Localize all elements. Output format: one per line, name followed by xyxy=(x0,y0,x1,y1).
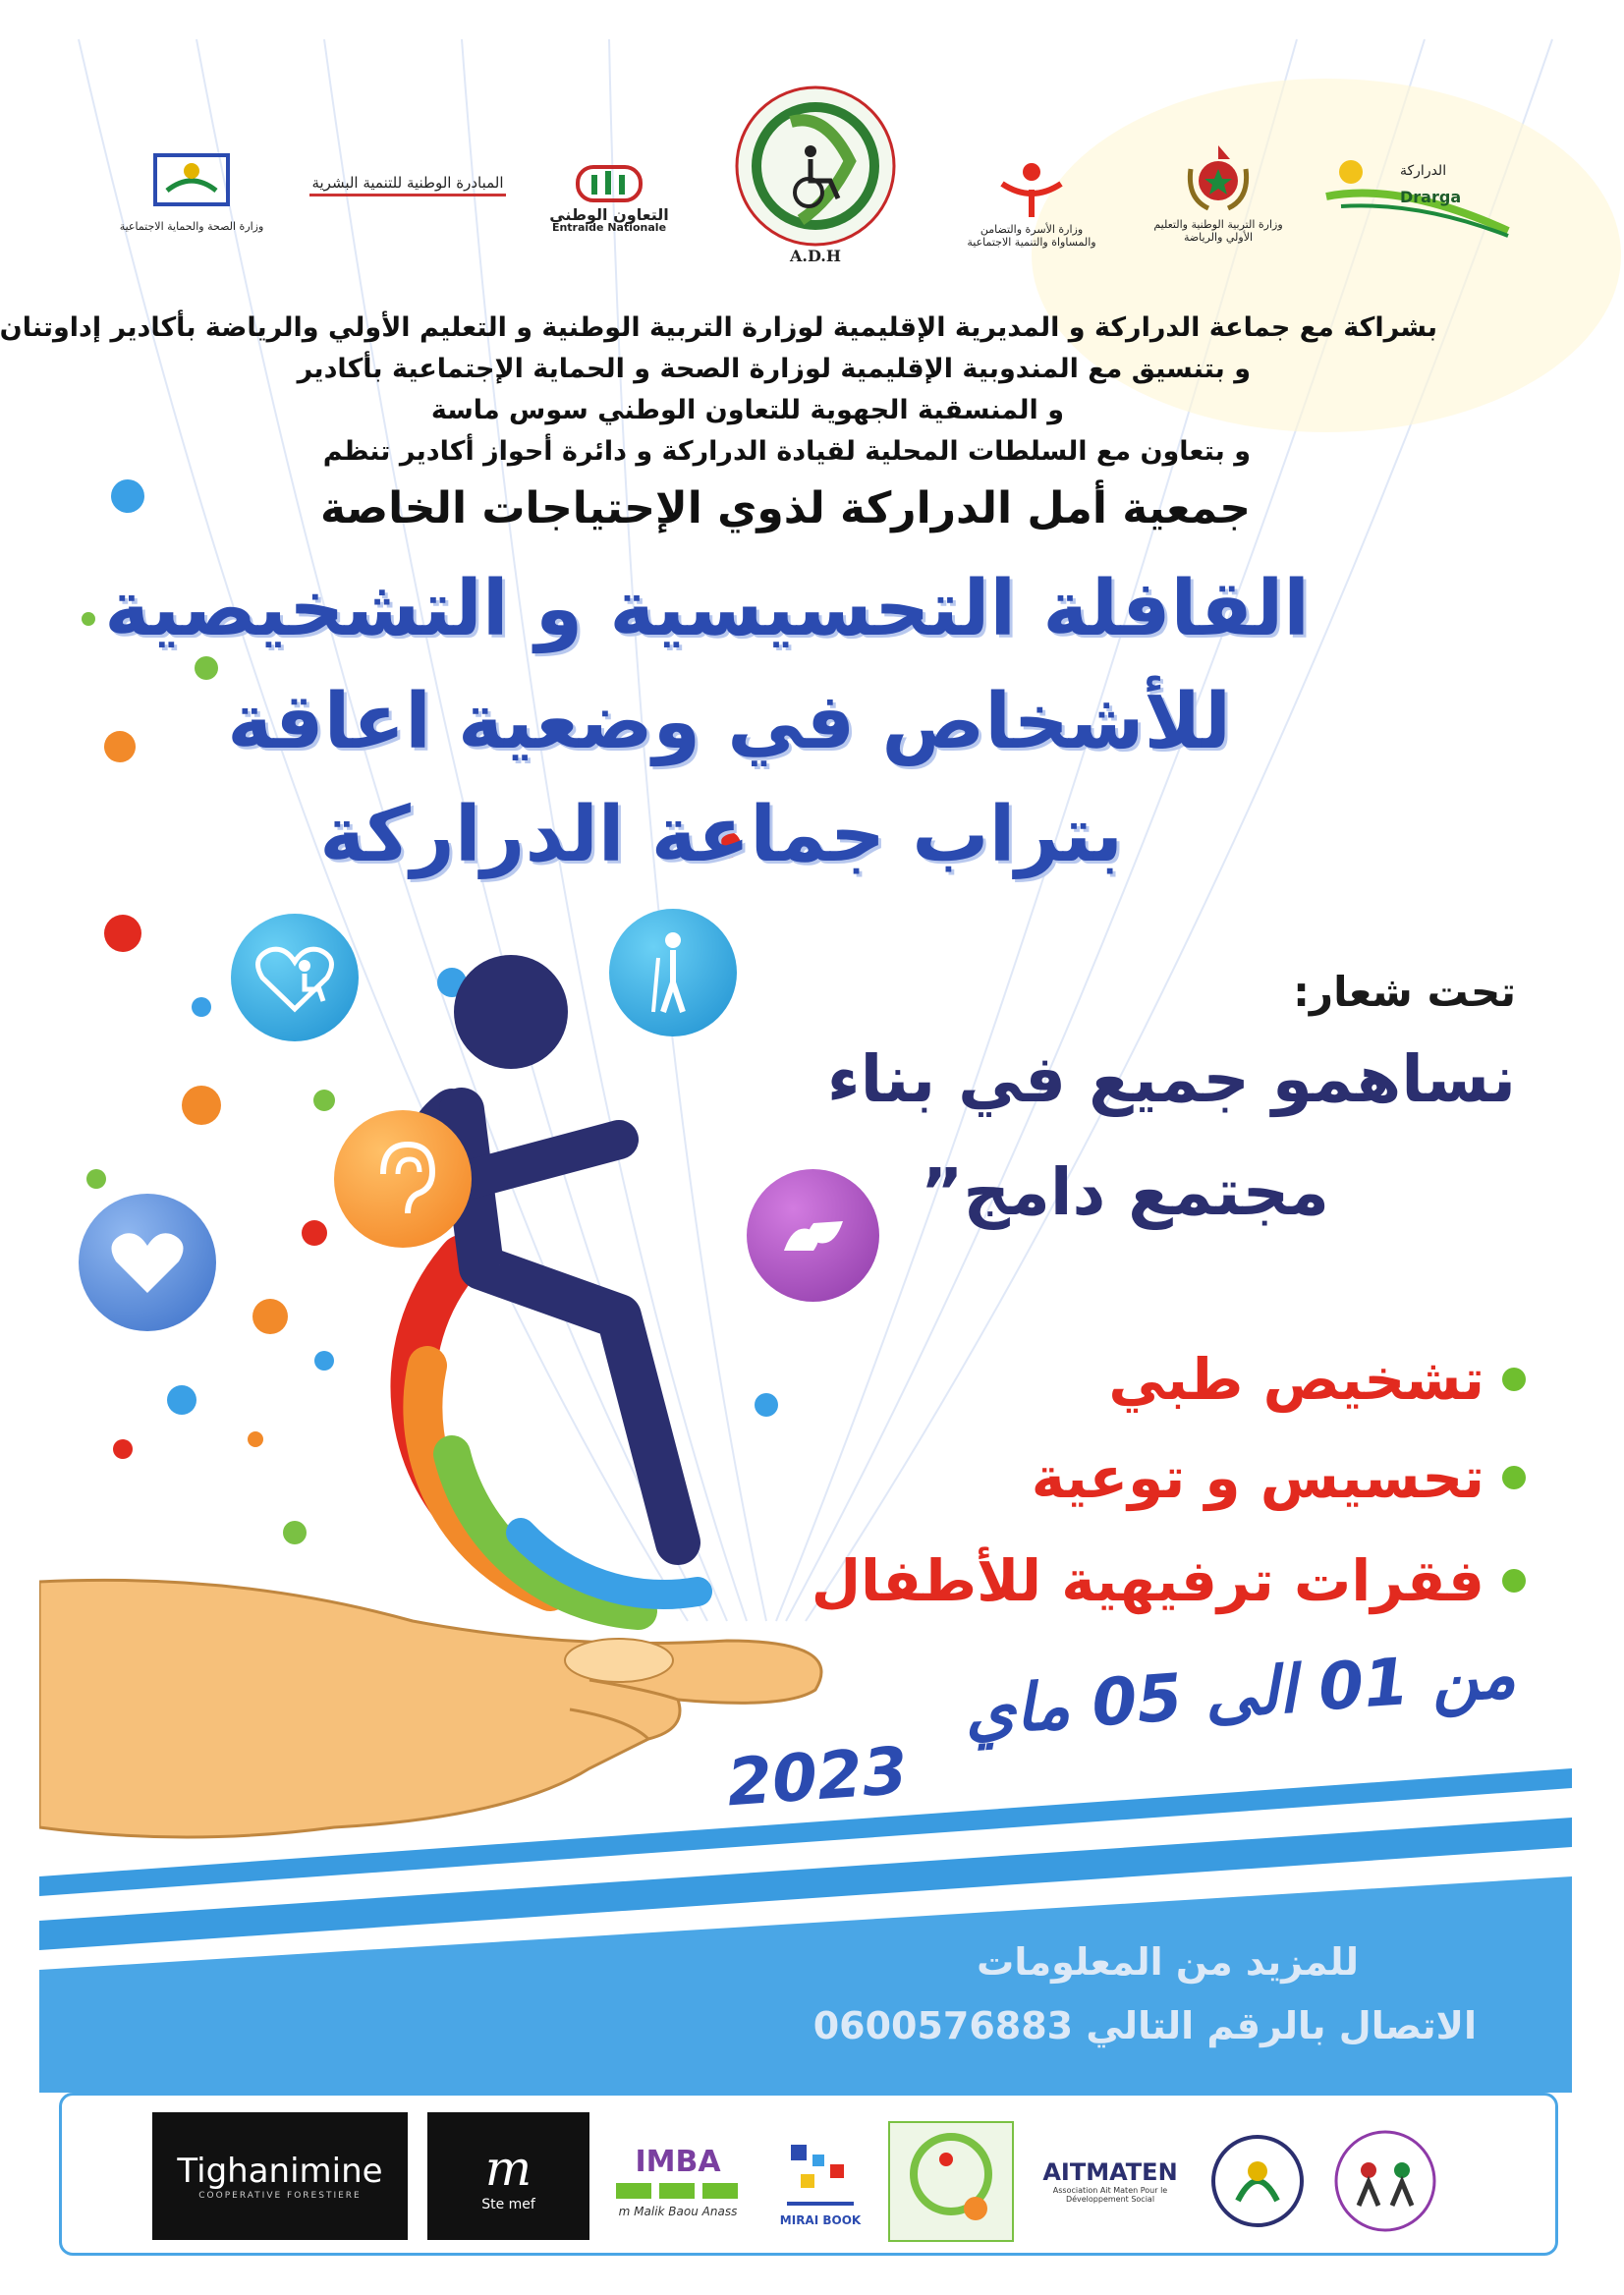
sponsor-name: Tighanimine xyxy=(177,2152,383,2191)
indh-banner xyxy=(309,174,506,196)
sponsor-tighanimine xyxy=(152,2112,408,2240)
activity-item-awareness xyxy=(1032,1444,1526,1511)
partner-line-4: و بتعاون مع السلطات المحلية لقيادة الدراركة و دائرة أحواز أكادير تنظم xyxy=(322,436,1251,467)
bubble-crutches xyxy=(609,909,737,1036)
logo-caption: وزارة الأسرة والتضامن والمساواة والتنمية الاجتماعية xyxy=(967,223,1096,249)
partner-line-3: و المنسقية الجهوية للتعاون الوطني سوس ماسة xyxy=(430,395,1064,425)
slogan-line-2: مجتمع دامج” xyxy=(921,1154,1329,1230)
sponsor-emblem xyxy=(1204,2127,1312,2235)
logo-caption: الدراركة xyxy=(1400,163,1447,179)
logo-subcaption: Drarga xyxy=(1400,188,1462,206)
contact-line-1: للمزيد من المعلومات xyxy=(977,1940,1359,1984)
bullet-dot-icon xyxy=(1502,1466,1526,1489)
sign-language-hands-icon xyxy=(774,1202,853,1270)
logo-ministry-education xyxy=(1149,118,1287,265)
logo-caption: وزارة الصحة والحماية الاجتماعية xyxy=(119,219,264,233)
logo-drarga xyxy=(1321,147,1518,246)
logo-ministry-health xyxy=(108,118,275,255)
title-line-1: القافلة التحسيسية و التشخيصية xyxy=(104,565,1310,653)
bubble-wheelchair-heart xyxy=(231,914,359,1041)
activity-label: فقرات ترفيهية للأطفال xyxy=(811,1547,1484,1614)
slogan-label: تحت شعار: xyxy=(1293,968,1516,1016)
sponsor-hands-association xyxy=(1326,2122,1444,2240)
organizer-name: جمعية أمل الدراركة لذوي الإحتياجات الخاصة xyxy=(319,483,1251,533)
ministry-health-emblem-icon xyxy=(147,141,236,220)
logo-entraide xyxy=(545,138,673,255)
logo-adh xyxy=(727,69,904,275)
bullet-dot-icon xyxy=(1502,1368,1526,1391)
sponsor-sub: Association Ait Maten Pour le Développement Social xyxy=(1052,2186,1168,2204)
sponsor-imba xyxy=(604,2122,752,2240)
moroccan-emblem-icon xyxy=(1179,140,1258,218)
hearing-ear-icon xyxy=(364,1135,442,1223)
activity-item-diagnosis xyxy=(1108,1346,1526,1413)
title-line-2: للأشخاص في وضعية اعاقة xyxy=(227,678,1231,766)
logo-caption: وزارة التربية الوطنية والتعليم الأولي والرياضة xyxy=(1153,218,1283,244)
logo-caption: التعاون الوطني xyxy=(549,205,669,224)
contact-line-2: الاتصال بالرقم التالي 0600576883 xyxy=(812,2004,1477,2047)
crutch-person-icon xyxy=(639,928,707,1017)
logo-caption: A.D.H xyxy=(790,246,841,265)
heart-wheelchair-icon xyxy=(251,938,339,1017)
activity-label: تشخيص طبي xyxy=(1108,1346,1484,1413)
date-range: من 01 الى 05 ماي xyxy=(962,1636,1519,1751)
ministry-family-emblem-icon xyxy=(992,154,1071,223)
logo-subcaption: Entraide Nationale xyxy=(551,221,667,234)
partner-line-1: بشراكة مع جماعة الدراركة و المديرية الإقليمية لوزارة التربية الوطنية و التعليم الأولي والرياضة بأكادير إداوتنان xyxy=(0,312,1437,343)
bubble-sign-language xyxy=(747,1169,879,1302)
title-line-3: بتراب جماعة الدراركة xyxy=(319,791,1123,879)
activity-label: تحسيس و توعية xyxy=(1031,1444,1484,1511)
logo-indh xyxy=(305,147,511,226)
logo-caption: المبادرة الوطنية للتنمية البشرية xyxy=(311,174,504,192)
association-emblem-icon xyxy=(1208,2132,1307,2230)
sponsor-miraibook xyxy=(761,2122,879,2240)
sport-association-logo-icon xyxy=(887,2120,1015,2243)
sponsor-stemef xyxy=(427,2112,589,2240)
heart-icon xyxy=(108,1228,187,1297)
sponsor-name: MIRAI BOOK xyxy=(779,2213,862,2227)
bullet-dot-icon xyxy=(1502,1569,1526,1593)
sponsor-sub: m Malik Baou Anass xyxy=(618,2204,738,2218)
association-hands-icon xyxy=(1331,2127,1439,2235)
mirai-book-logo-icon xyxy=(781,2135,860,2213)
logo-ministry-family xyxy=(958,138,1105,265)
date-year: 2023 xyxy=(724,1732,911,1821)
sponsor-name: m xyxy=(484,2140,532,2197)
sponsor-name: AITMATEN xyxy=(1042,2158,1178,2186)
sponsor-sport-association xyxy=(884,2117,1017,2245)
partner-line-2: و بتنسيق مع المندوبية الإقليمية لوزارة الصحة و الحماية الإجتماعية بأكادير xyxy=(297,354,1251,384)
sponsor-aitmaten xyxy=(1032,2127,1189,2235)
sponsor-name: IMBA xyxy=(635,2144,721,2179)
sponsor-sub: COOPERATIVE FORESTIERE xyxy=(198,2191,362,2201)
entraide-emblem-icon xyxy=(570,159,648,208)
activity-item-children xyxy=(812,1547,1526,1614)
imba-train-icon xyxy=(614,2179,742,2205)
adh-wheelchair-logo-icon xyxy=(732,83,899,250)
bubble-heart xyxy=(79,1194,216,1331)
bubble-hearing xyxy=(334,1110,472,1248)
sponsor-sub: Ste mef xyxy=(481,2197,535,2212)
slogan-line-1: نساهمو جميع في بناء xyxy=(826,1041,1516,1117)
